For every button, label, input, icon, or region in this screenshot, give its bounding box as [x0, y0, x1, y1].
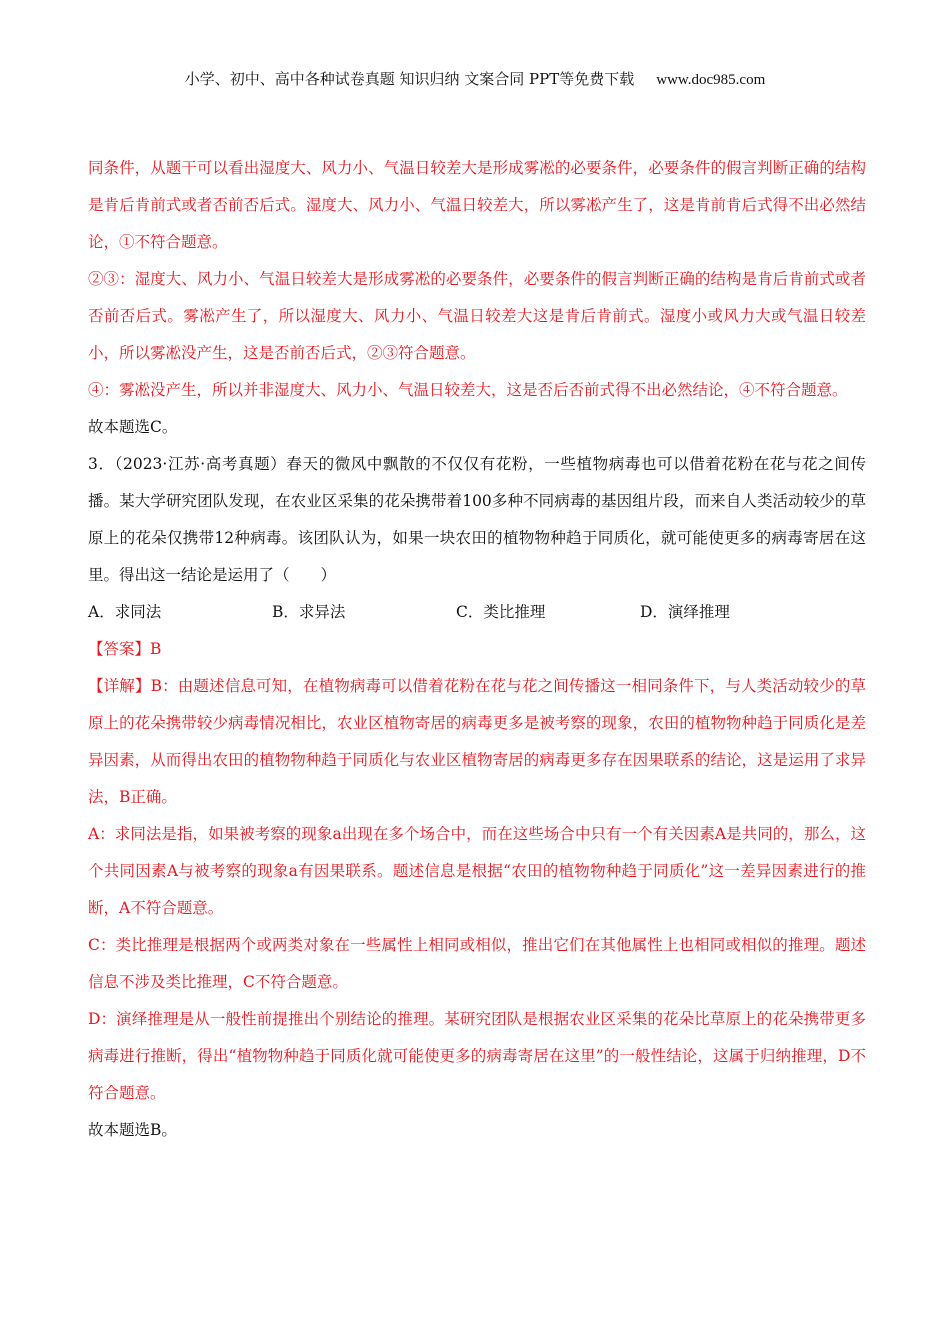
prev-explanation-2: ②③：湿度大、风力小、气温日较差大是形成雾凇的必要条件，必要条件的假言判断正确的结构是肯后肯前式或者否前否后式。雾凇产生了，所以湿度大、风力小、气温日较差大这是肯后肯前式。湿度小或风力大或气温日较差小，所以雾凇没产生，这是否前否后式，②③符合题意。 — [88, 270, 866, 362]
detail-explanation: 【详解】B：由题述信息可知，在植物病毒可以借着花粉在花与花之间传播这一相同条件下，与人类活动较少的草原上的花朵携带较少病毒情况相比，农业区植物寄居的病毒更多是被考察的现象，农田的植物物种趋于同质化是差异因素，从而得出农田的植物物种趋于同质化与农业区植物寄居的病毒更多存在因果联系的结论，这是运用了求异法，B正确。 — [88, 677, 866, 806]
option-a: A．求同法 — [88, 603, 162, 621]
question-options — [88, 594, 866, 631]
option-a-explanation: A：求同法是指，如果被考察的现象a出现在多个场合中，而在这些场合中只有一个有关因素A是共同的，那么，这个共同因素A与被考察的现象a有因果联系。题述信息是根据“农田的植物物种趋于同质化”这一差异因素进行的推断，A不符合题意。 — [88, 825, 866, 917]
option-d-explanation: D：演绎推理是从一般性前提推出个别结论的推理。某研究团队是根据农业区采集的花朵比草原上的花朵携带更多病毒进行推断，得出“植物物种趋于同质化就可能使更多的病毒寄居在这里”的一般性结论，这属于归纳推理，D不符合题意。 — [88, 1010, 866, 1102]
option-d: D．演绎推理 — [640, 603, 730, 621]
prev-conclusion: 故本题选C。 — [88, 418, 178, 436]
question-conclusion: 故本题选B。 — [88, 1121, 177, 1139]
question-stem: 3．（2023·江苏·高考真题）春天的微风中飘散的不仅仅有花粉，一些植物病毒也可以借着花粉在花与花之间传播。某大学研究团队发现，在农业区采集的花朵携带着100多种不同病毒的基因组片段，而来自人类活动较少的草原上的花朵仅携带12种病毒。该团队认为，如果一块农田的植物物种趋于同质化，就可能使更多的病毒寄居在这里。得出这一结论是运用了（ ） — [88, 455, 866, 584]
document-body — [88, 150, 866, 1149]
page-header — [0, 68, 950, 89]
option-c: C．类比推理 — [456, 603, 546, 621]
answer-label: 【答案】B — [88, 640, 162, 658]
option-c-explanation: C：类比推理是根据两个或两类对象在一些属性上相同或相似，推出它们在其他属性上也相同或相似的推理。题述信息不涉及类比推理，C不符合题意。 — [88, 936, 866, 991]
prev-explanation-3: ④：雾凇没产生，所以并非湿度大、风力小、气温日较差大，这是否后否前式得不出必然结论，④不符合题意。 — [88, 381, 848, 399]
prev-explanation-1: 同条件，从题干可以看出湿度大、风力小、气温日较差大是形成雾凇的必要条件，必要条件的假言判断正确的结构是肯后肯前式或者否前否后式。湿度大、风力小、气温日较差大，所以雾凇产生了，这是肯前肯后式得不出必然结论，①不符合题意。 — [88, 159, 866, 251]
header-site-link[interactable]: www.doc985.com — [656, 72, 766, 88]
header-text: 小学、初中、高中各种试卷真题 知识归纳 文案合同 PPT等免费下载 — [184, 70, 635, 88]
option-b: B．求异法 — [272, 603, 346, 621]
